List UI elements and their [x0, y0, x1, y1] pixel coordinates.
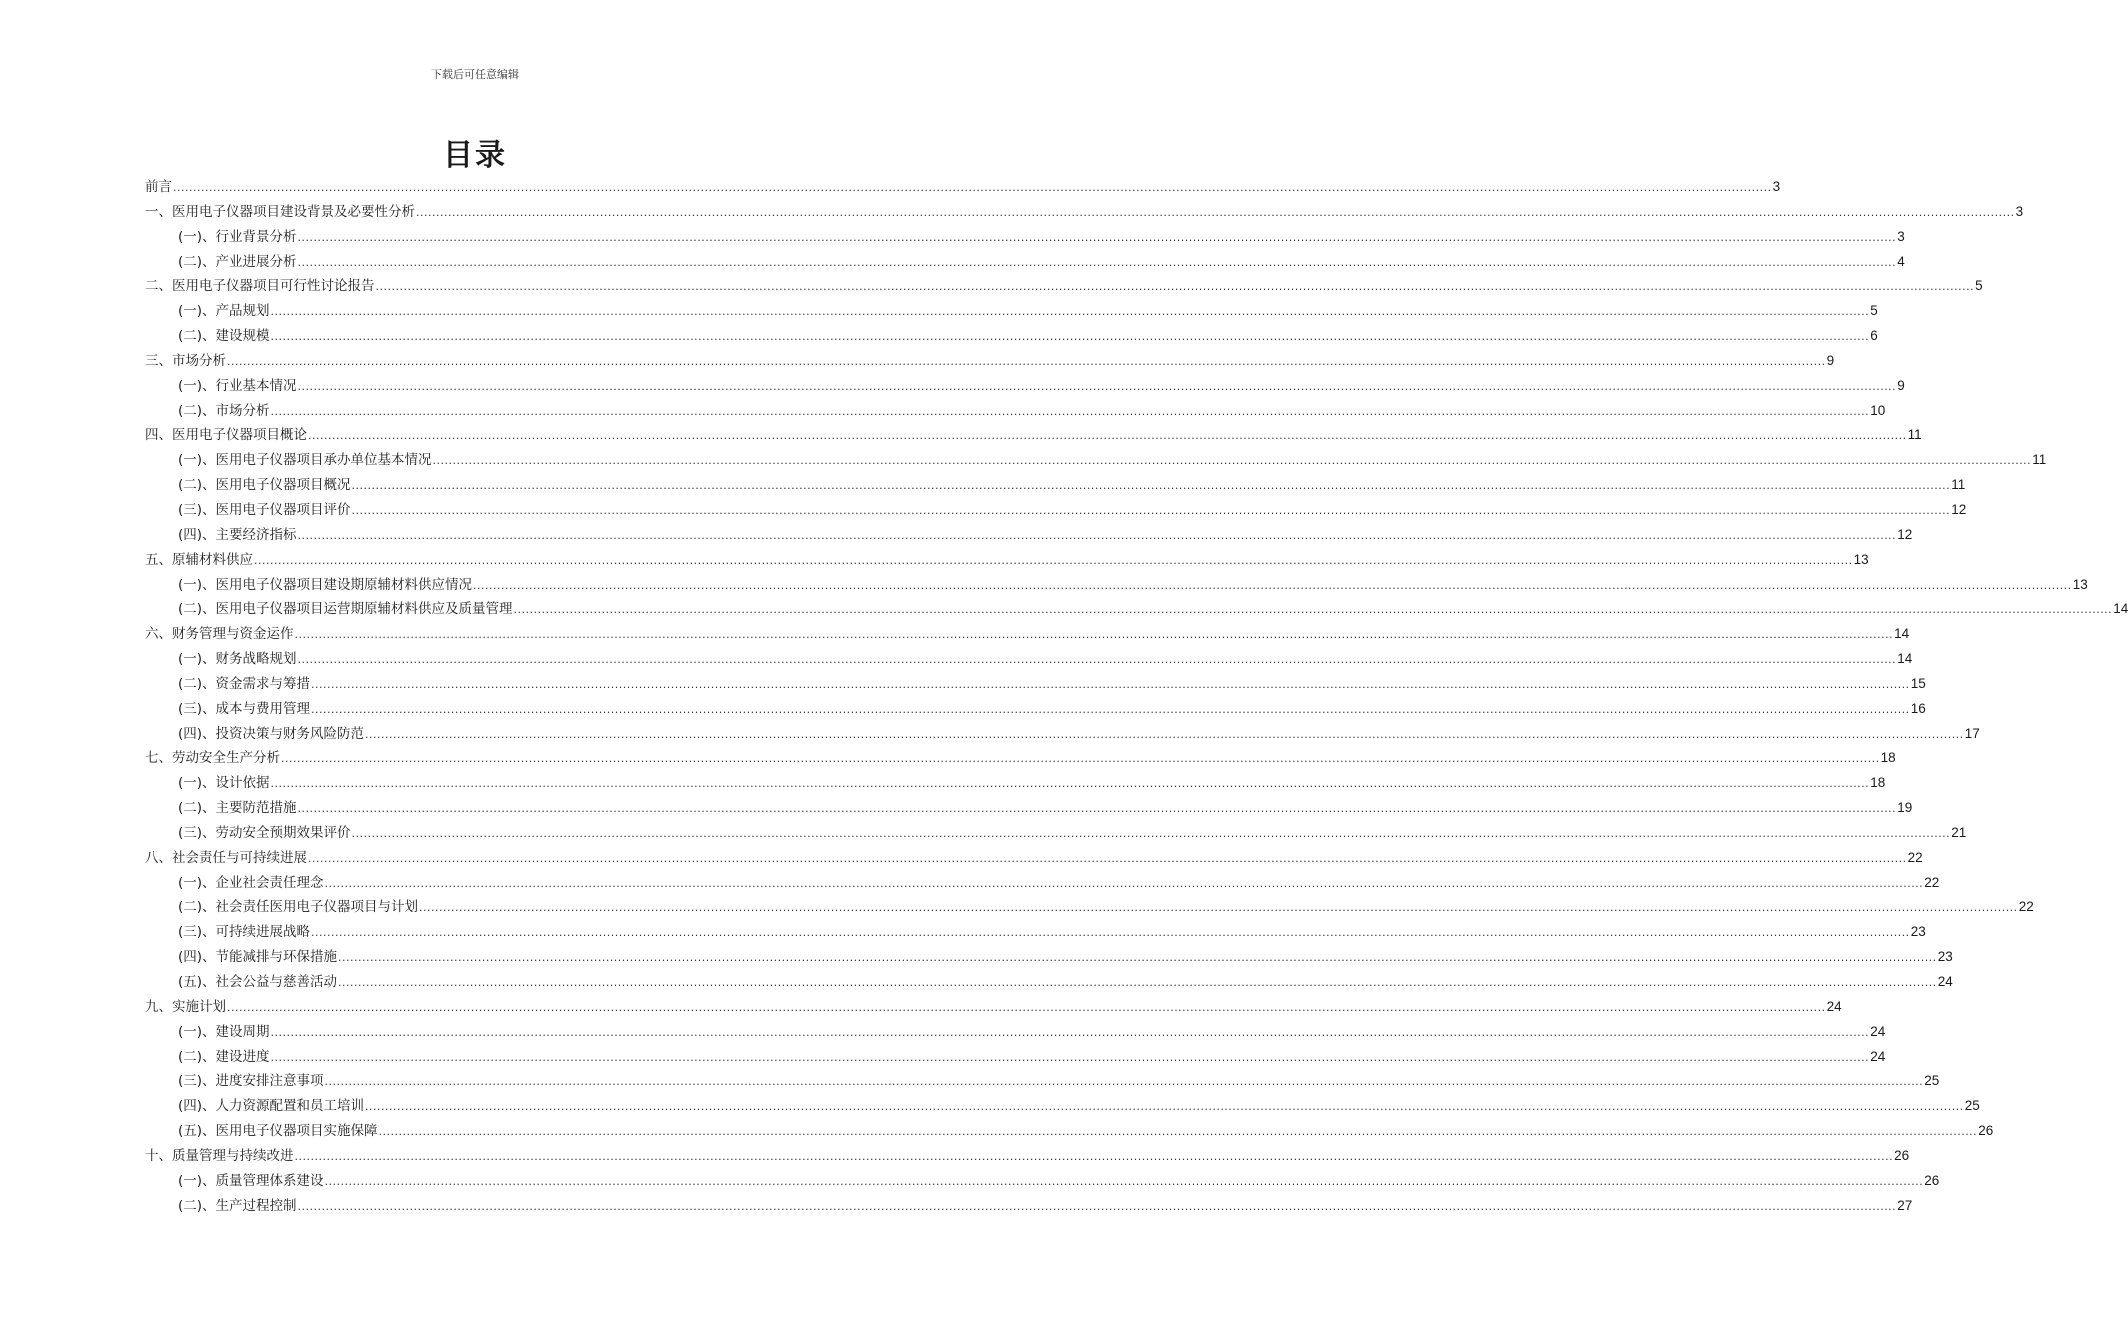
toc-entry[interactable] — [145, 274, 1983, 299]
toc-entry-label: (四)、节能减排与环保措施 — [178, 949, 338, 966]
toc-entry-label: (二)、市场分析 — [178, 402, 270, 419]
toc-entry[interactable] — [145, 871, 1940, 896]
toc-entry[interactable] — [145, 622, 1910, 647]
toc-entry[interactable] — [145, 573, 2088, 598]
toc-entry[interactable] — [145, 697, 1926, 722]
toc-entry[interactable] — [145, 1045, 1886, 1070]
page-title: 目录 — [443, 138, 507, 173]
toc-entry-label: (一)、质量管理体系建设 — [178, 1172, 324, 1189]
toc-entry-page-number: 24 — [1870, 1023, 1886, 1039]
toc-entry-label: 九、实施计划 — [145, 998, 226, 1015]
toc-entry[interactable] — [145, 945, 1953, 970]
toc-leader-dots: ................................................................................................................................................................................................................................................................................................................................................................................................................ — [365, 1100, 1964, 1114]
toc-leader-dots: ................................................................................................................................................................................................................................................................................................................................................................................................................ — [324, 876, 1924, 890]
toc-leader-dots: ................................................................................................................................................................................................................................................................................................................................................................................................................ — [297, 653, 1897, 667]
toc-leader-dots: ................................................................................................................................................................................................................................................................................................................................................................................................................ — [270, 404, 1870, 418]
toc-entry-label: 七、劳动安全生产分析 — [145, 750, 280, 767]
toc-entry-page-number: 3 — [2015, 203, 2024, 219]
toc-leader-dots: ................................................................................................................................................................................................................................................................................................................................................................................................................ — [270, 330, 1870, 344]
toc-entry-label: (一)、医用电子仪器项目承办单位基本情况 — [178, 452, 432, 469]
toc-entry[interactable] — [145, 423, 1922, 448]
toc-entry[interactable] — [145, 920, 1926, 945]
toc-entry[interactable] — [145, 1144, 1910, 1169]
toc-leader-dots: ................................................................................................................................................................................................................................................................................................................................................................................................................ — [297, 379, 1897, 393]
toc-entry-page-number: 22 — [1924, 874, 1940, 890]
toc-leader-dots: ................................................................................................................................................................................................................................................................................................................................................................................................................ — [308, 851, 1907, 865]
toc-leader-dots: ................................................................................................................................................................................................................................................................................................................................................................................................................ — [416, 205, 2015, 219]
toc-leader-dots: ................................................................................................................................................................................................................................................................................................................................................................................................................ — [297, 802, 1897, 816]
toc-leader-dots: ................................................................................................................................................................................................................................................................................................................................................................................................................ — [419, 901, 2018, 915]
toc-entry[interactable] — [145, 324, 1878, 349]
toc-entry[interactable] — [145, 597, 2128, 622]
toc-entry[interactable] — [145, 672, 1926, 697]
toc-entry-label: (四)、人力资源配置和员工培训 — [178, 1098, 365, 1115]
toc-leader-dots: ................................................................................................................................................................................................................................................................................................................................................................................................................ — [473, 578, 2072, 592]
toc-entry-label: (二)、生产过程控制 — [178, 1197, 297, 1214]
toc-entry[interactable] — [145, 970, 1953, 995]
toc-entry-label: (一)、企业社会责任理念 — [178, 874, 324, 891]
toc-entry-label: 三、市场分析 — [145, 352, 226, 369]
toc-entry[interactable] — [145, 1094, 1980, 1119]
toc-entry-label: (二)、建设规模 — [178, 328, 270, 345]
toc-entry-page-number: 27 — [1897, 1197, 1913, 1213]
toc-leader-dots: ................................................................................................................................................................................................................................................................................................................................................................................................................ — [281, 752, 1880, 766]
toc-entry[interactable] — [145, 771, 1886, 796]
toc-leader-dots: ................................................................................................................................................................................................................................................................................................................................................................................................................ — [338, 976, 1937, 989]
toc-entry[interactable] — [145, 225, 1905, 250]
toc-entry-page-number: 25 — [1964, 1098, 1980, 1114]
toc-entry-page-number: 25 — [1924, 1073, 1940, 1089]
toc-leader-dots: ................................................................................................................................................................................................................................................................................................................................................................................................................ — [324, 1174, 1924, 1188]
toc-entry-label: (二)、社会责任医用电子仪器项目与计划 — [178, 899, 419, 916]
toc-entry[interactable] — [145, 448, 2047, 473]
toc-entry[interactable] — [145, 995, 1842, 1020]
toc-entry-page-number: 23 — [1937, 949, 1953, 965]
toc-leader-dots: ................................................................................................................................................................................................................................................................................................................................................................................................................ — [173, 181, 1772, 194]
toc-entry-page-number: 21 — [1951, 824, 1967, 840]
toc-entry-label: (三)、医用电子仪器项目评价 — [178, 501, 351, 518]
toc-leader-dots: ................................................................................................................................................................................................................................................................................................................................................................................................................ — [227, 1000, 1826, 1014]
toc-entry-label: (二)、医用电子仪器项目运营期原辅材料供应及质量管理 — [178, 601, 513, 618]
toc-entry-label: 十、质量管理与持续改进 — [145, 1147, 294, 1164]
toc-entry-label: (二)、建设进度 — [178, 1048, 270, 1065]
toc-entry[interactable] — [145, 200, 2024, 225]
toc-entry[interactable] — [145, 399, 1886, 424]
toc-entry[interactable] — [145, 1069, 1940, 1094]
toc-leader-dots: ................................................................................................................................................................................................................................................................................................................................................................................................................ — [378, 1125, 1978, 1139]
toc-entry-page-number: 5 — [1975, 278, 1983, 294]
toc-entry[interactable] — [145, 647, 1913, 672]
toc-entry-page-number: 9 — [1826, 352, 1835, 368]
toc-leader-dots: ................................................................................................................................................................................................................................................................................................................................................................................................................ — [297, 528, 1897, 542]
toc-entry-page-number: 24 — [1826, 998, 1842, 1014]
toc-entry-page-number: 26 — [1894, 1147, 1910, 1163]
toc-entry-label: (一)、产品规划 — [178, 303, 270, 320]
toc-entry[interactable] — [145, 523, 1913, 548]
toc-leader-dots: ................................................................................................................................................................................................................................................................................................................................................................................................................ — [513, 603, 2113, 617]
toc-entry-label: (五)、医用电子仪器项目实施保障 — [178, 1123, 378, 1140]
toc-leader-dots: ................................................................................................................................................................................................................................................................................................................................................................................................................ — [311, 926, 1910, 940]
toc-leader-dots: ................................................................................................................................................................................................................................................................................................................................................................................................................ — [365, 727, 1964, 741]
toc-entry-page-number: 12 — [1951, 501, 1967, 517]
toc-entry[interactable] — [145, 895, 2034, 920]
table-of-contents — [145, 175, 2128, 1218]
toc-entry[interactable] — [145, 473, 1966, 498]
toc-leader-dots: ................................................................................................................................................................................................................................................................................................................................................................................................................ — [432, 454, 2032, 468]
toc-entry-page-number: 17 — [1964, 725, 1980, 741]
toc-entry-page-number: 5 — [1870, 303, 1878, 319]
toc-entry-label: (三)、可持续进展战略 — [178, 924, 311, 941]
toc-entry[interactable] — [145, 796, 1913, 821]
toc-leader-dots: ................................................................................................................................................................................................................................................................................................................................................................................................................ — [297, 1199, 1897, 1213]
toc-entry-page-number: 13 — [1853, 551, 1869, 567]
toc-entry-page-number: 14 — [2113, 601, 2128, 617]
toc-entry-page-number: 14 — [1894, 626, 1910, 642]
toc-entry-label: 六、财务管理与资金运作 — [145, 626, 294, 643]
toc-entry-label: (四)、投资决策与财务风险防范 — [178, 725, 365, 742]
toc-entry-page-number: 24 — [1870, 1048, 1886, 1064]
toc-entry-page-number: 6 — [1870, 328, 1878, 344]
toc-entry-page-number: 18 — [1880, 750, 1896, 766]
toc-entry[interactable] — [145, 299, 1878, 324]
toc-entry-page-number: 4 — [1897, 253, 1905, 269]
toc-entry-page-number: 13 — [2072, 576, 2088, 592]
toc-leader-dots: ................................................................................................................................................................................................................................................................................................................................................................................................................ — [324, 1075, 1924, 1089]
toc-leader-dots: ................................................................................................................................................................................................................................................................................................................................................................................................................ — [351, 503, 1951, 517]
toc-entry-label: (一)、设计依据 — [178, 775, 270, 792]
toc-entry-page-number: 22 — [1907, 849, 1923, 865]
toc-entry-page-number: 11 — [1907, 427, 1922, 443]
toc-entry-label: 前言 — [145, 179, 172, 195]
toc-entry[interactable] — [145, 374, 1905, 399]
toc-entry-page-number: 26 — [1924, 1172, 1940, 1188]
toc-entry[interactable] — [145, 1169, 1940, 1194]
toc-leader-dots: ................................................................................................................................................................................................................................................................................................................................................................................................................ — [294, 1149, 1894, 1163]
toc-leader-dots: ................................................................................................................................................................................................................................................................................................................................................................................................................ — [351, 479, 1951, 493]
toc-entry[interactable] — [145, 821, 1967, 846]
toc-entry[interactable] — [145, 746, 1896, 771]
toc-leader-dots: ................................................................................................................................................................................................................................................................................................................................................................................................................ — [270, 1050, 1870, 1064]
toc-entry-page-number: 11 — [2032, 452, 2047, 468]
toc-entry-label: (二)、产业进展分析 — [178, 253, 297, 270]
toc-entry-page-number: 10 — [1870, 402, 1886, 418]
toc-entry-label: (四)、主要经济指标 — [178, 526, 297, 543]
toc-entry-page-number: 19 — [1897, 800, 1913, 816]
toc-entry-label: 五、原辅材料供应 — [145, 551, 253, 568]
toc-leader-dots: ................................................................................................................................................................................................................................................................................................................................................................................................................ — [338, 951, 1937, 965]
page-header: 下载后可任意编辑 — [431, 68, 519, 81]
toc-entry-page-number: 3 — [1772, 179, 1781, 194]
toc-entry[interactable] — [145, 498, 1967, 523]
toc-entry-label: (一)、行业背景分析 — [178, 228, 297, 245]
toc-leader-dots: ................................................................................................................................................................................................................................................................................................................................................................................................................ — [351, 826, 1951, 840]
toc-leader-dots: ................................................................................................................................................................................................................................................................................................................................................................................................................ — [270, 305, 1870, 319]
toc-entry-page-number: 22 — [2018, 899, 2034, 915]
toc-entry-label: 二、医用电子仪器项目可行性讨论报告 — [145, 278, 375, 295]
toc-leader-dots: ................................................................................................................................................................................................................................................................................................................................................................................................................ — [270, 777, 1870, 791]
toc-entry-page-number: 18 — [1870, 775, 1886, 791]
toc-entry[interactable] — [145, 1020, 1886, 1045]
toc-entry[interactable] — [145, 1194, 1913, 1219]
toc-entry-label: 八、社会责任与可持续进展 — [145, 849, 307, 866]
toc-entry-page-number: 9 — [1897, 377, 1905, 393]
toc-entry[interactable] — [145, 722, 1980, 747]
toc-entry-label: (三)、成本与费用管理 — [178, 700, 311, 717]
toc-entry-page-number: 11 — [1951, 477, 1966, 493]
toc-entry[interactable] — [145, 548, 1869, 573]
toc-entry-page-number: 15 — [1910, 675, 1926, 691]
toc-leader-dots: ................................................................................................................................................................................................................................................................................................................................................................................................................ — [297, 230, 1897, 244]
toc-leader-dots: ................................................................................................................................................................................................................................................................................................................................................................................................................ — [270, 1025, 1870, 1039]
toc-entry[interactable] — [145, 349, 1835, 374]
toc-entry-label: (三)、劳动安全预期效果评价 — [178, 824, 351, 841]
toc-leader-dots: ................................................................................................................................................................................................................................................................................................................................................................................................................ — [311, 702, 1910, 716]
toc-entry-page-number: 26 — [1978, 1123, 1994, 1139]
toc-entry-page-number: 23 — [1910, 924, 1926, 940]
toc-leader-dots: ................................................................................................................................................................................................................................................................................................................................................................................................................ — [227, 354, 1826, 368]
toc-entry[interactable] — [145, 846, 1923, 871]
toc-entry[interactable] — [145, 250, 1905, 275]
toc-leader-dots: ................................................................................................................................................................................................................................................................................................................................................................................................................ — [375, 280, 1975, 294]
toc-entry[interactable] — [145, 175, 1781, 200]
toc-leader-dots: ................................................................................................................................................................................................................................................................................................................................................................................................................ — [308, 429, 1907, 443]
toc-entry-page-number: 16 — [1910, 700, 1926, 716]
toc-entry-page-number: 12 — [1897, 526, 1913, 542]
toc-entry-label: (三)、进度安排注意事项 — [178, 1073, 324, 1090]
toc-leader-dots: ................................................................................................................................................................................................................................................................................................................................................................................................................ — [254, 553, 1853, 567]
toc-entry-label: 一、医用电子仪器项目建设背景及必要性分析 — [145, 203, 415, 220]
toc-entry-page-number: 3 — [1897, 228, 1905, 244]
toc-leader-dots: ................................................................................................................................................................................................................................................................................................................................................................................................................ — [311, 677, 1910, 691]
toc-entry-page-number: 24 — [1937, 974, 1953, 989]
toc-entry-label: (一)、行业基本情况 — [178, 377, 297, 394]
toc-entry-label: (二)、医用电子仪器项目概况 — [178, 477, 351, 494]
toc-leader-dots: ................................................................................................................................................................................................................................................................................................................................................................................................................ — [294, 628, 1894, 642]
toc-entry-label: (一)、建设周期 — [178, 1023, 270, 1040]
toc-leader-dots: ................................................................................................................................................................................................................................................................................................................................................................................................................ — [297, 255, 1897, 269]
toc-entry-page-number: 14 — [1897, 651, 1913, 667]
toc-entry-label: (一)、财务战略规划 — [178, 651, 297, 668]
toc-entry-label: 四、医用电子仪器项目概论 — [145, 427, 307, 444]
toc-entry[interactable] — [145, 1119, 1994, 1144]
toc-entry-label: (二)、主要防范措施 — [178, 800, 297, 817]
toc-entry-label: (一)、医用电子仪器项目建设期原辅材料供应情况 — [178, 576, 473, 593]
toc-entry-label: (二)、资金需求与筹措 — [178, 675, 311, 692]
toc-entry-label: (五)、社会公益与慈善活动 — [178, 974, 338, 990]
